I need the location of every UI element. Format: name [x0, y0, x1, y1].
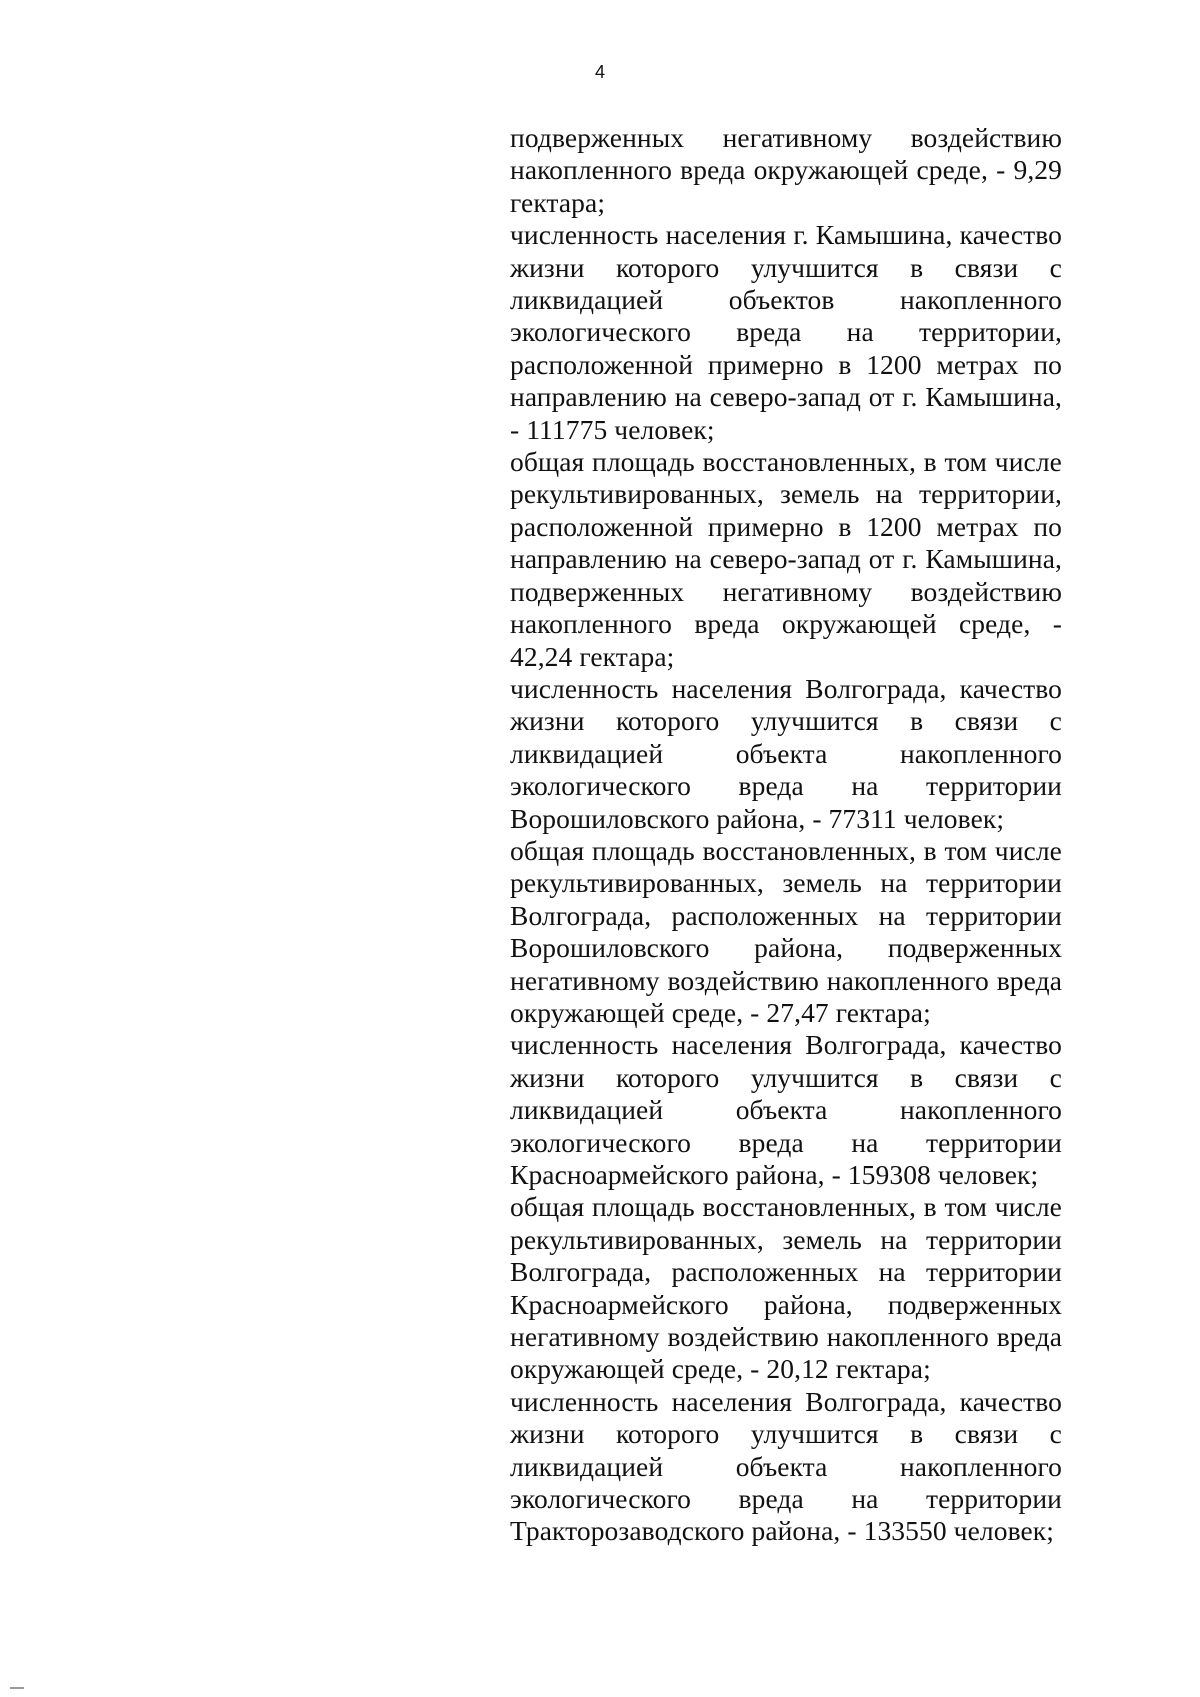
page-number: 4 — [594, 62, 605, 82]
paragraph-1: подверженных негативному воздействию накопленного вреда окружающей среде, - 9,29 гектара; — [510, 122, 1062, 218]
paragraph-7: общая площадь восстановленных, в том числе рекультивированных, земель на территории Волгограда, расположенных на территории Красноармейского района, подверженных негативному воздействию накопленного вреда окружающей среде, - 20,12 гектара; — [510, 1191, 1062, 1385]
paragraph-8: численность населения Волгограда, качество жизни которого улучшится в связи с ликвидацией объекта накопленного экологического вреда на территории Тракторозаводского района, - 133550 человек; — [510, 1385, 1062, 1547]
scan-mark — [10, 1687, 24, 1689]
paragraph-4: численность населения Волгограда, качество жизни которого улучшится в связи с ликвидацией объекта накопленного экологического вреда на территории Ворошиловского района, - 77311 человек; — [510, 672, 1062, 834]
paragraph-2: численность населения г. Камышина, качество жизни которого улучшится в связи с ликвидацией объектов накопленного экологического вреда на территории, расположенной примерно в 1200 метрах по направлению на северо-запад от г. Камышина, - 111775 человек; — [510, 219, 1062, 445]
text-column — [510, 122, 1062, 1548]
paragraph-3: общая площадь восстановленных, в том числе рекультивированных, земель на территории, расположенной примерно в 1200 метрах по направлению на северо-запад от г. Камышина, подверженных негативному воздействию накопленного вреда окружающей среде, - 42,24 гектара; — [510, 446, 1062, 672]
paragraph-6: численность населения Волгограда, качество жизни которого улучшится в связи с ликвидацией объекта накопленного экологического вреда на территории Красноармейского района, - 159308 человек; — [510, 1029, 1062, 1190]
paragraph-5: общая площадь восстановленных, в том числе рекультивированных, земель на территории Волгограда, расположенных на территории Ворошиловского района, подверженных негативному воздействию накопленного вреда окружающей среде, - 27,47 гектара; — [510, 834, 1062, 1028]
